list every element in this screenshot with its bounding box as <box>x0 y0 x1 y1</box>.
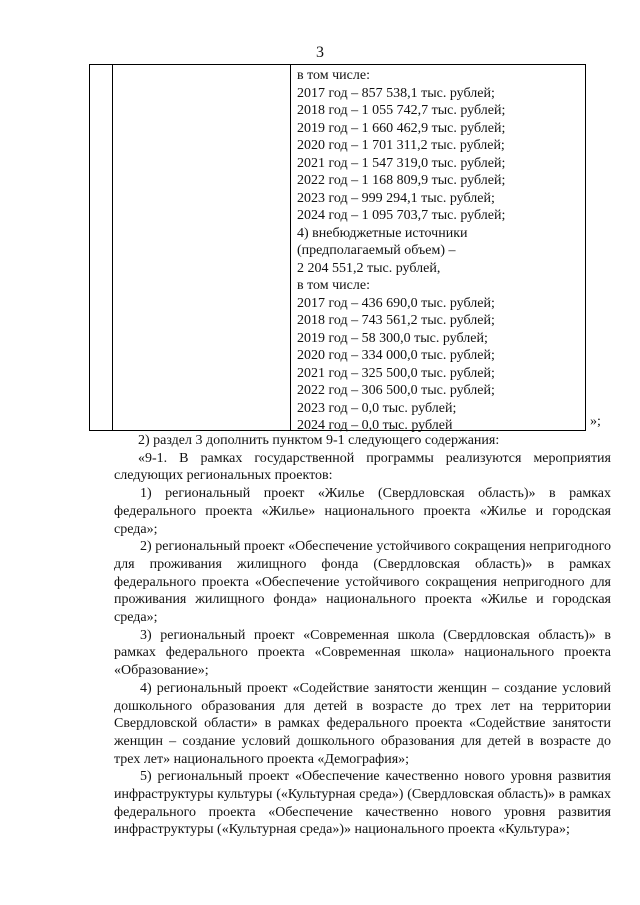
funding-line: 2017 год – 857 538,1 тыс. рублей; <box>297 85 495 101</box>
table-column-divider <box>290 65 291 430</box>
funding-line: в том числе: <box>297 278 370 293</box>
funding-line: 2024 год – 0,0 тыс. рублей <box>297 418 453 433</box>
funding-line: 2021 год – 325 500,0 тыс. рублей; <box>297 365 495 381</box>
funding-line: 2023 год – 999 294,1 тыс. рублей; <box>297 190 495 206</box>
funding-line: 2018 год – 1 055 742,7 тыс. рублей; <box>297 103 506 118</box>
funding-line: 4) внебюджетные источники <box>297 225 468 241</box>
page-number: 3 <box>316 44 324 61</box>
funding-table <box>89 64 586 431</box>
paragraph: 2) региональный проект «Обеспечение устойчивого сокращения непригодного для проживания жилищного фонда (Свердловская область)» в рамках федерального проекта «Обеспечение устойчивого сокращения непригодного для проживания жилищного фонда» национального проекта «Жилье и городская среда»; <box>114 539 611 626</box>
table-column-divider <box>112 65 113 430</box>
funding-line: 2019 год – 1 660 462,9 тыс. рублей; <box>297 120 506 136</box>
funding-line: 2022 год – 306 500,0 тыс. рублей; <box>297 383 495 398</box>
funding-line: 2018 год – 743 561,2 тыс. рублей; <box>297 313 495 328</box>
funding-line: 2021 год – 1 547 319,0 тыс. рублей; <box>297 155 506 171</box>
closing-quote: »; <box>590 414 601 429</box>
funding-line: 2019 год – 58 300,0 тыс. рублей; <box>297 330 488 346</box>
funding-line: 2020 год – 334 000,0 тыс. рублей; <box>297 348 495 363</box>
paragraph: 1) региональный проект «Жилье (Свердловская область)» в рамках федерального проекта «Жилье» национального проекта «Жилье и городская среда»; <box>114 486 611 537</box>
document-body <box>114 432 611 839</box>
paragraph: 4) региональный проект «Содействие занятости женщин – создание условий дошкольного образования для детей в возрасте до трех лет на территории Свердловской области» в рамках федерального проекта «Содействие занятости женщин – создание условий дошкольного образования для детей в возрасте до трех лет» национального проекта «Демография»; <box>114 680 611 767</box>
paragraph: 5) региональный проект «Обеспечение качественно нового уровня развития инфраструктуры культуры («Культурная среда») (Свердловская область)» в рамках федерального проекта «Обеспечение качественно нового уровня развития инфраструктуры («Культурная среда»)» национального проекта «Культура»; <box>114 769 611 838</box>
paragraph: 2) раздел 3 дополнить пунктом 9-1 следующего содержания: <box>138 433 500 448</box>
paragraph: 3) региональный проект «Современная школа (Свердловская область)» в рамках федерального проекта «Современная школа» национального проекта «Образование»; <box>114 627 611 679</box>
funding-line: 2 204 551,2 тыс. рублей, <box>297 260 441 276</box>
funding-line: 2023 год – 0,0 тыс. рублей; <box>297 400 457 416</box>
funding-line: 2020 год – 1 701 311,2 тыс. рублей; <box>297 138 505 153</box>
funding-line: (предполагаемый объем) – <box>297 243 456 258</box>
funding-cell <box>297 67 582 435</box>
funding-line: 2022 год – 1 168 809,9 тыс. рублей; <box>297 173 506 188</box>
funding-line: в том числе: <box>297 68 370 83</box>
funding-line: 2024 год – 1 095 703,7 тыс. рублей; <box>297 208 506 223</box>
paragraph: «9-1. В рамках государственной программы реализуются мероприятия следующих региональных проектов: <box>114 450 611 484</box>
funding-line: 2017 год – 436 690,0 тыс. рублей; <box>297 295 495 311</box>
